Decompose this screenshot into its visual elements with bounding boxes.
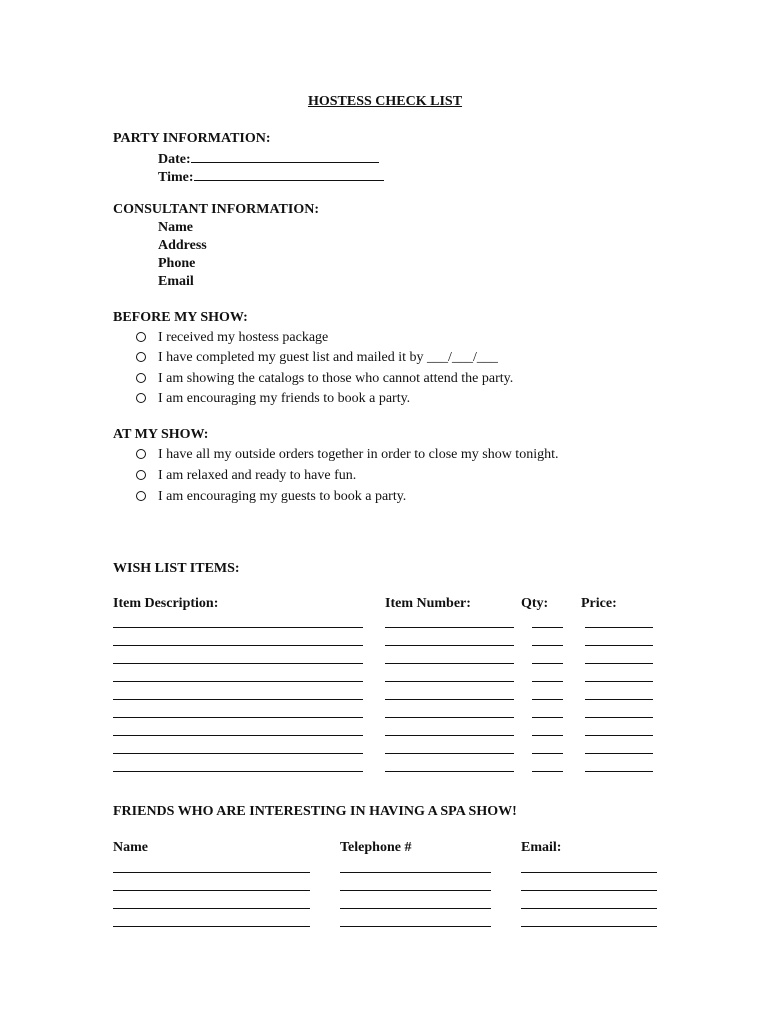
wish-list-line-2[interactable]	[385, 645, 514, 646]
wish-list-line-2[interactable]	[385, 663, 514, 664]
wish-list-line-3[interactable]	[532, 627, 563, 628]
wish-list-line-1[interactable]	[113, 627, 363, 628]
consultant-address-label: Address	[158, 238, 207, 253]
time-field[interactable]	[194, 166, 384, 181]
wish-list-line-3[interactable]	[532, 735, 563, 736]
friends-line-1[interactable]	[113, 872, 310, 873]
friends-line-2[interactable]	[340, 872, 491, 873]
friends-line-3[interactable]	[521, 890, 657, 891]
at-show-item: I am relaxed and ready to have fun.	[136, 467, 356, 485]
friends-heading: FRIENDS WHO ARE INTERESTING IN HAVING A SPA SHOW!	[113, 804, 517, 819]
wish-list-line-1[interactable]	[113, 771, 363, 772]
consultant-email-label: Email	[158, 274, 194, 289]
date-label: Date:	[158, 152, 191, 167]
friends-line-2[interactable]	[340, 908, 491, 909]
wish-list-line-4[interactable]	[585, 735, 653, 736]
wish-list-line-4[interactable]	[585, 663, 653, 664]
wish-list-line-1[interactable]	[113, 717, 363, 718]
consultant-name-label: Name	[158, 220, 193, 235]
wish-list-line-4[interactable]	[585, 699, 653, 700]
before-show-item: I received my hostess package	[136, 329, 328, 347]
friends-col-telephone: Telephone #	[340, 840, 412, 855]
consultant-heading: CONSULTANT INFORMATION:	[113, 202, 320, 217]
wish-list-line-2[interactable]	[385, 771, 514, 772]
friends-line-1[interactable]	[113, 890, 310, 891]
at-show-item: I have all my outside orders together in order to close my show tonight.	[136, 446, 558, 464]
before-show-item: I have completed my guest list and mailed it by ___/___/___	[136, 349, 498, 367]
wish-list-line-4[interactable]	[585, 753, 653, 754]
wish-list-line-3[interactable]	[532, 717, 563, 718]
before-show-item: I am showing the catalogs to those who cannot attend the party.	[136, 370, 513, 388]
wish-list-line-3[interactable]	[532, 771, 563, 772]
wish-list-line-1[interactable]	[113, 753, 363, 754]
wish-list-line-2[interactable]	[385, 717, 514, 718]
friends-line-2[interactable]	[340, 890, 491, 891]
wish-list-line-1[interactable]	[113, 645, 363, 646]
friends-line-2[interactable]	[340, 926, 491, 927]
time-label: Time:	[158, 170, 194, 185]
wish-list-line-3[interactable]	[532, 645, 563, 646]
wish-list-line-1[interactable]	[113, 663, 363, 664]
wish-list-heading: WISH LIST ITEMS:	[113, 561, 240, 576]
friends-line-3[interactable]	[521, 908, 657, 909]
checkbox-circle-icon[interactable]	[136, 373, 146, 383]
friends-line-3[interactable]	[521, 926, 657, 927]
checkbox-circle-icon[interactable]	[136, 470, 146, 480]
wish-col-price: Price:	[581, 596, 617, 611]
checkbox-circle-icon[interactable]	[136, 393, 146, 403]
wish-list-line-2[interactable]	[385, 627, 514, 628]
party-heading: PARTY INFORMATION:	[113, 131, 271, 146]
wish-list-line-1[interactable]	[113, 699, 363, 700]
wish-col-item-number: Item Number:	[385, 596, 471, 611]
friends-line-1[interactable]	[113, 908, 310, 909]
wish-col-qty: Qty:	[521, 596, 549, 611]
friends-line-1[interactable]	[113, 926, 310, 927]
checkbox-circle-icon[interactable]	[136, 491, 146, 501]
friends-col-email: Email:	[521, 840, 562, 855]
wish-list-line-3[interactable]	[532, 681, 563, 682]
wish-list-line-2[interactable]	[385, 753, 514, 754]
wish-list-line-4[interactable]	[585, 681, 653, 682]
date-field[interactable]	[191, 148, 379, 163]
consultant-phone-label: Phone	[158, 256, 196, 271]
wish-list-line-4[interactable]	[585, 645, 653, 646]
checkbox-circle-icon[interactable]	[136, 332, 146, 342]
before-show-heading: BEFORE MY SHOW:	[113, 310, 248, 325]
wish-list-line-4[interactable]	[585, 771, 653, 772]
at-show-item: I am encouraging my guests to book a party.	[136, 488, 406, 506]
wish-list-line-1[interactable]	[113, 681, 363, 682]
wish-list-line-2[interactable]	[385, 735, 514, 736]
wish-list-line-3[interactable]	[532, 663, 563, 664]
at-show-heading: AT MY SHOW:	[113, 427, 209, 442]
checkbox-circle-icon[interactable]	[136, 449, 146, 459]
before-show-item: I am encouraging my friends to book a party.	[136, 390, 410, 408]
wish-list-line-1[interactable]	[113, 735, 363, 736]
page-title: HOSTESS CHECK LIST	[307, 94, 463, 109]
wish-list-line-2[interactable]	[385, 699, 514, 700]
checkbox-circle-icon[interactable]	[136, 352, 146, 362]
wish-list-line-4[interactable]	[585, 717, 653, 718]
wish-list-line-2[interactable]	[385, 681, 514, 682]
time-row	[158, 166, 384, 187]
wish-list-line-4[interactable]	[585, 627, 653, 628]
wish-list-line-3[interactable]	[532, 699, 563, 700]
wish-list-line-3[interactable]	[532, 753, 563, 754]
friends-col-name: Name	[113, 840, 148, 855]
friends-line-3[interactable]	[521, 872, 657, 873]
wish-col-description: Item Description:	[113, 596, 219, 611]
